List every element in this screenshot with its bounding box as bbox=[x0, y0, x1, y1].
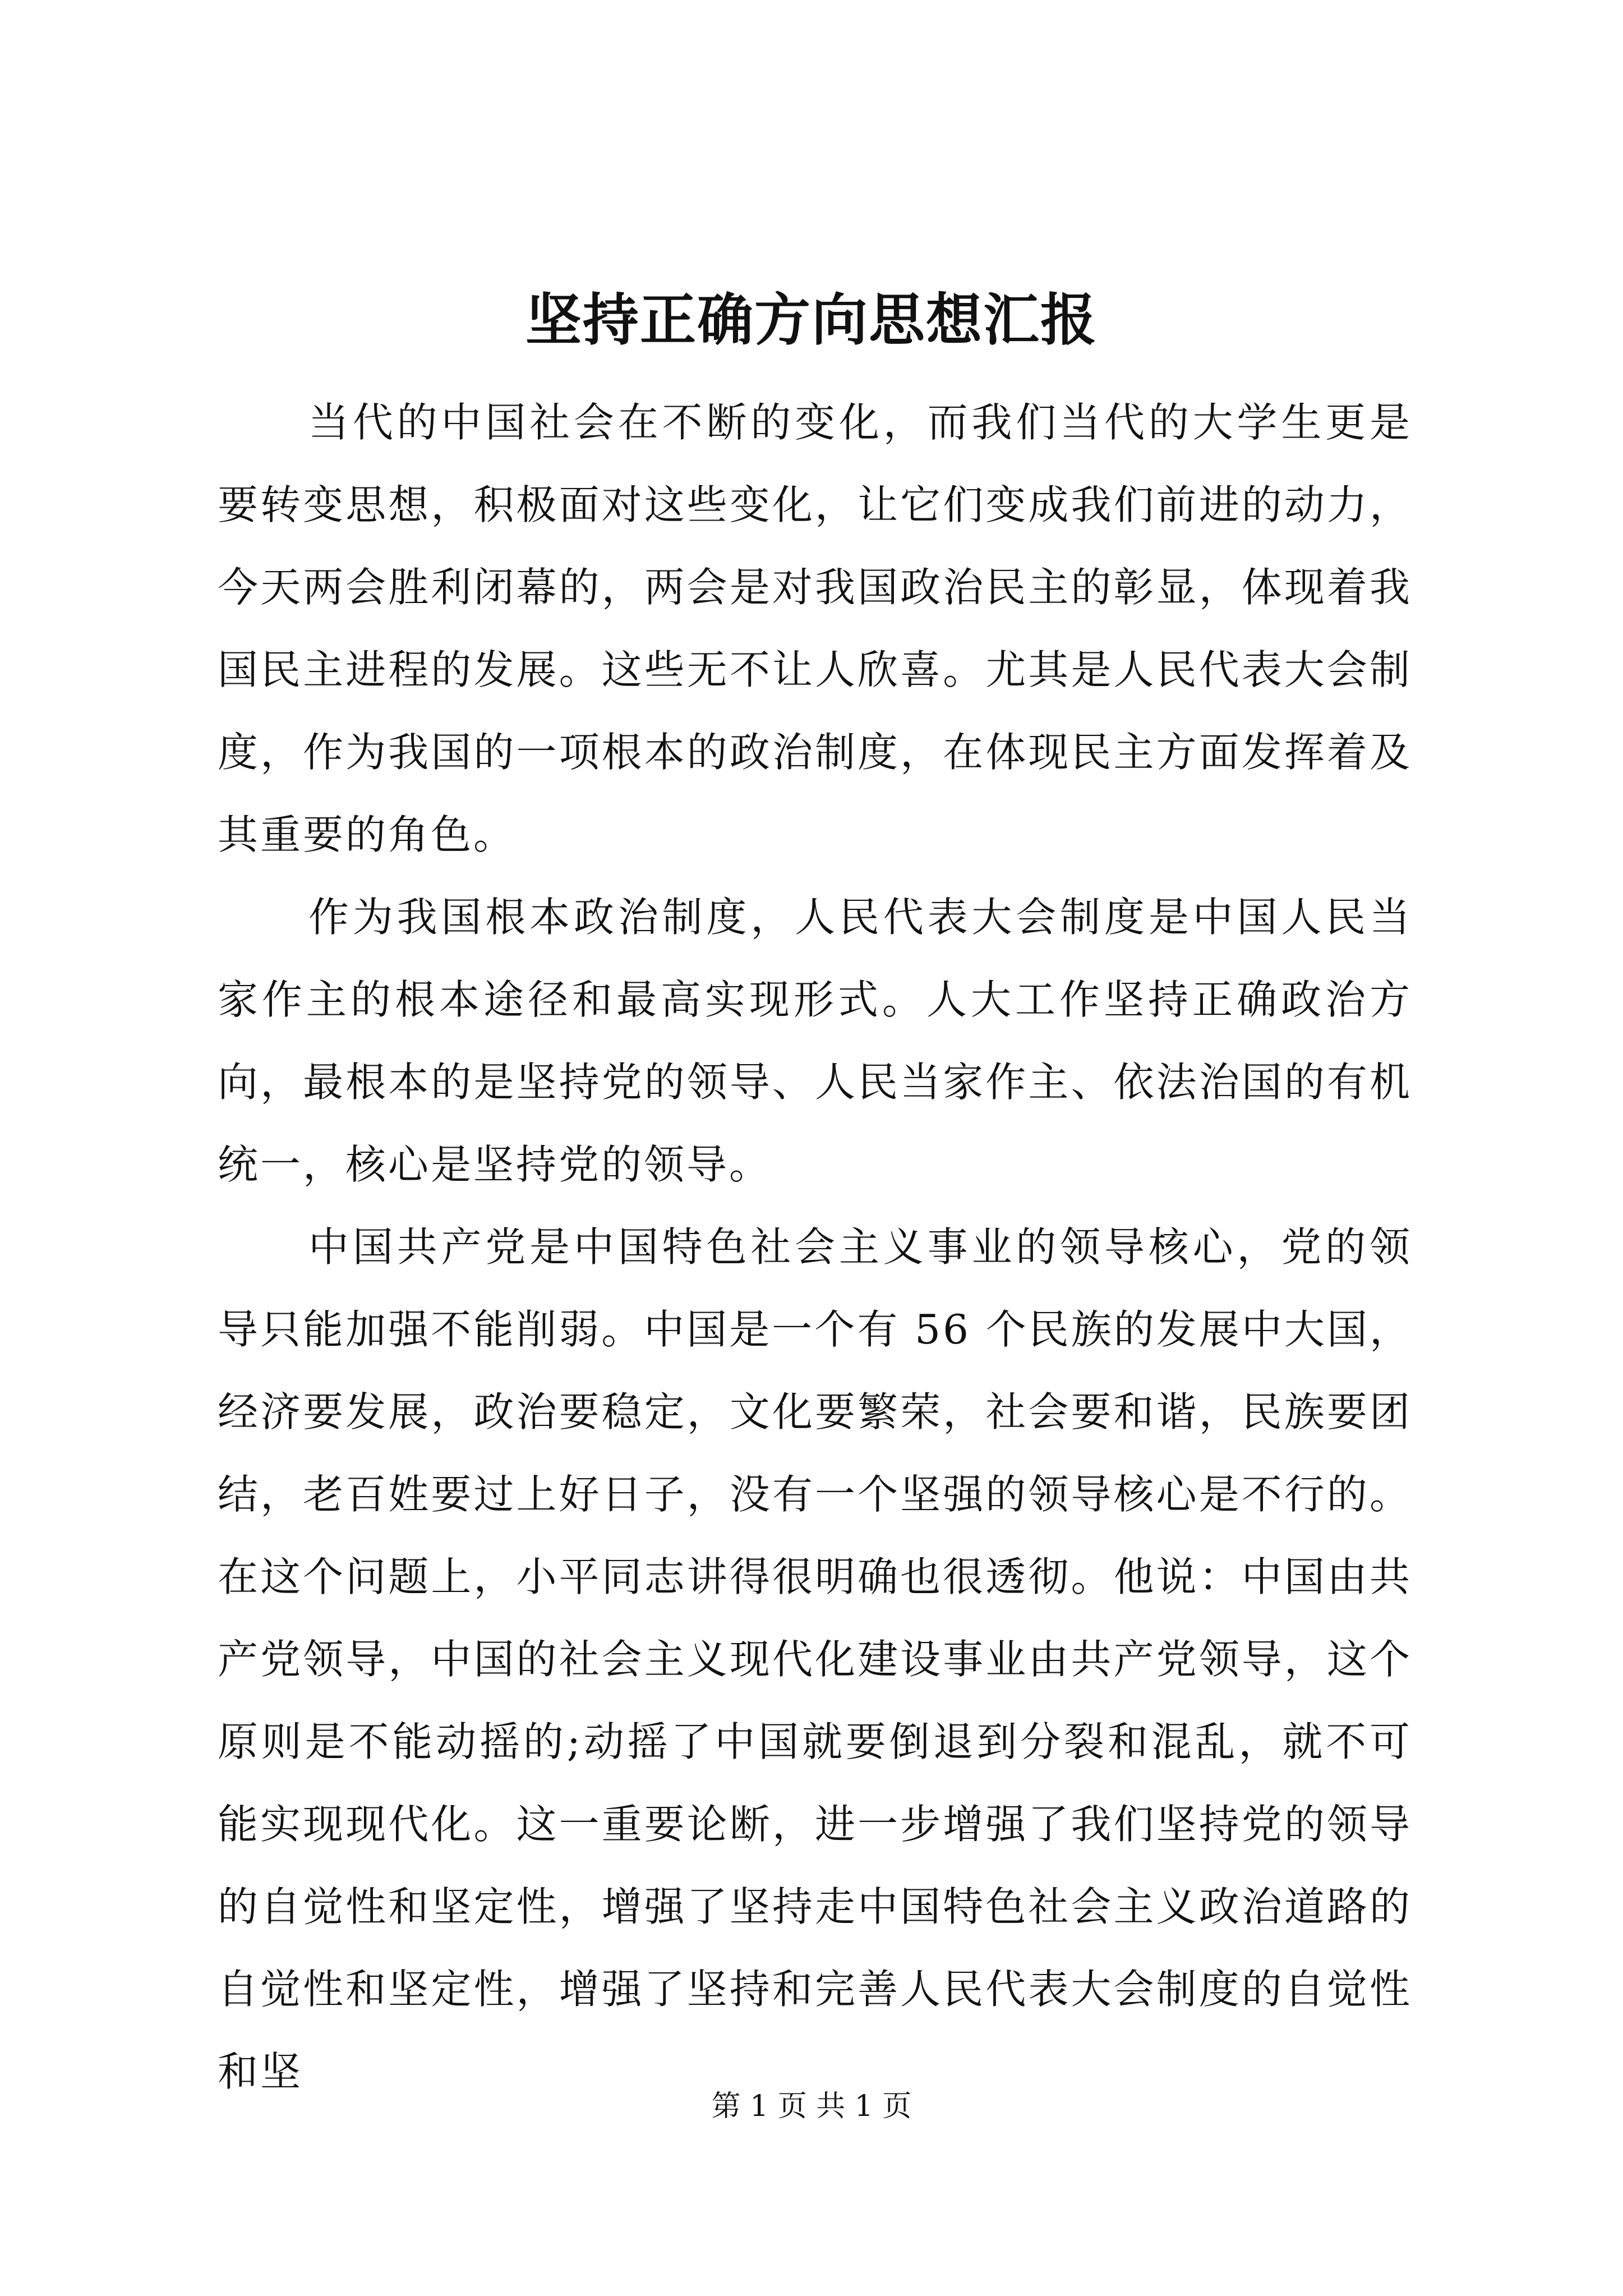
document-title: 坚持正确方向思想汇报 bbox=[525, 287, 1098, 353]
paragraph-1: 当代的中国社会在不断的变化，而我们当代的大学生更是要转变思想，积极面对这些变化，让它们变成我们前进的动力，今天两会胜利闭幕的，两会是对我国政治民主的彰显，体现着我国民主进程的发展。这些无不让人欣喜。尤其是人民代表大会制度，作为我国的一项根本的政治制度，在体现民主方面发挥着及其重要的角色。 bbox=[218, 399, 1412, 858]
paragraph-2: 作为我国根本政治制度，人民代表大会制度是中国人民当家作主的根本途径和最高实现形式。人大工作坚持正确政治方向，最根本的是坚持党的领导、人民当家作主、依法治国的有机统一，核心是坚持党的领导。 bbox=[218, 894, 1412, 1188]
paragraph-3: 中国共产党是中国特色社会主义事业的领导核心，党的领导只能加强不能削弱。中国是一个有 56 个民族的发展中大国，经济要发展，政治要稳定，文化要繁荣，社会要和谐，民族要团结，老百姓要过上好日子，没有一个坚强的领导核心是不行的。在这个问题上，小平同志讲得很明确也很透彻。他说：中国由共产党领导，中国的社会主义现代化建设事业由共产党领导，这个原则是不能动摇的;动摇了中国就要倒退到分裂和混乱，就不可能实现现代化。这一重要论断，进一步增强了我们坚持党的领导的自觉性和坚定性，增强了坚持走中国特色社会主义政治道路的自觉性和坚定性，增强了坚持和完善人民代表大会制度的自觉性和坚 bbox=[218, 1223, 1412, 2095]
document-body bbox=[218, 381, 1412, 2113]
page-footer: 第 1 页 共 1 页 bbox=[711, 2090, 912, 2123]
